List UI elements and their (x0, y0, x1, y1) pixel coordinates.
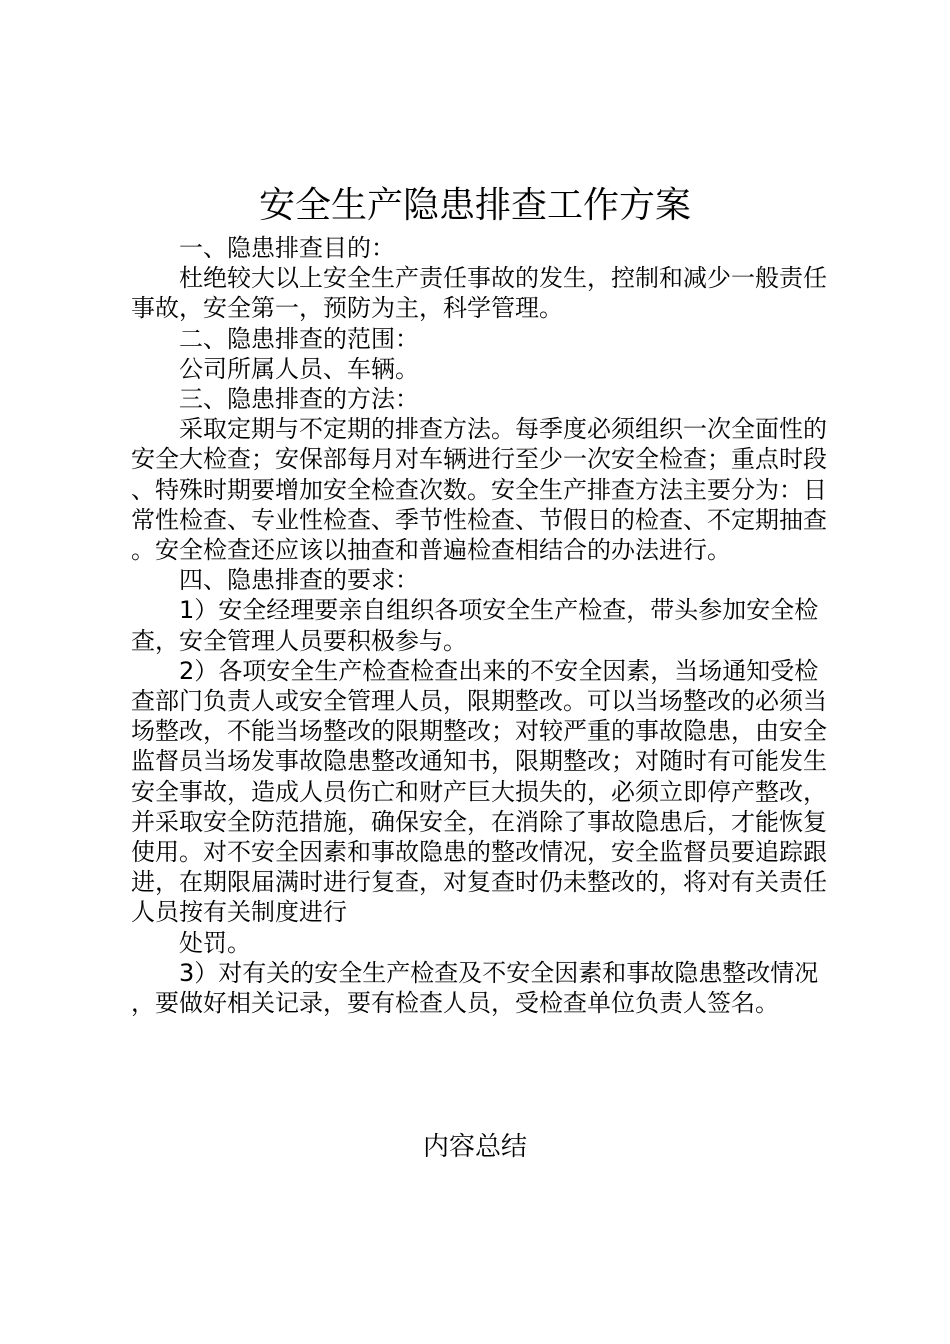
paragraph-purpose: 杜绝较大以上安全生产责任事故的发生，控制和减少一般责任事故，安全第一，预防为主，科学管理。 (131, 264, 827, 323)
section-heading-purpose: 一、隐患排查目的： (179, 234, 395, 262)
document-body (131, 233, 831, 1018)
paragraph-requirement-2: 2）各项安全生产检查检查出来的不安全因素，当场通知受检查部门负责人或安全管理人员，限期整改。可以当场整改的必须当场整改，不能当场整改的限期整改；对较严重的事故隐患，由安全监督员当场发事故隐患整改通知书，限期整改；对随时有可能发生安全事故，造成人员伤亡和财产巨大损失的，必须立即停产整改，并采取安全防范措施，确保安全，在消除了事故隐患后，才能恢复使用。对不安全因素和事故隐患的整改情况，安全监督员要追踪跟进，在期限届满时进行复查，对复查时仍未整改的，将对有关责任人员按有关制度进行 (131, 656, 827, 927)
paragraph-requirement-2-end: 处罚。 (179, 928, 251, 957)
section-heading-requirements: 四、隐患排查的要求： (179, 566, 419, 595)
section-heading-scope: 二、隐患排查的范围： (179, 324, 419, 353)
paragraph-requirement-3: 3）对有关的安全生产检查及不安全因素和事故隐患整改情况，要做好相关记录，要有检查人员，受检查单位负责人签名。 (131, 958, 819, 1018)
section-heading-method: 三、隐患排查的方法： (179, 385, 419, 414)
paragraph-method: 采取定期与不定期的排查方法。每季度必须组织一次全面性的安全大检查；安保部每月对车辆进行至少一次安全检查；重点时段、特殊时期要增加安全检查次数。安全生产排查方法主要分为：日常性检查、专业性检查、季节性检查、节假日的检查、不定期抽查。安全检查还应该以抽查和普遍检查相结合的办法进行。 (131, 415, 827, 565)
paragraph-scope: 公司所属人员、车辆。 (179, 354, 419, 383)
document-title: 安全生产隐患排查工作方案 (258, 185, 691, 226)
summary-heading: 内容总结 (422, 1132, 527, 1162)
paragraph-requirement-1: 1）安全经理要亲自组织各项安全生产检查，带头参加安全检查，安全管理人员要积极参与。 (131, 596, 819, 655)
